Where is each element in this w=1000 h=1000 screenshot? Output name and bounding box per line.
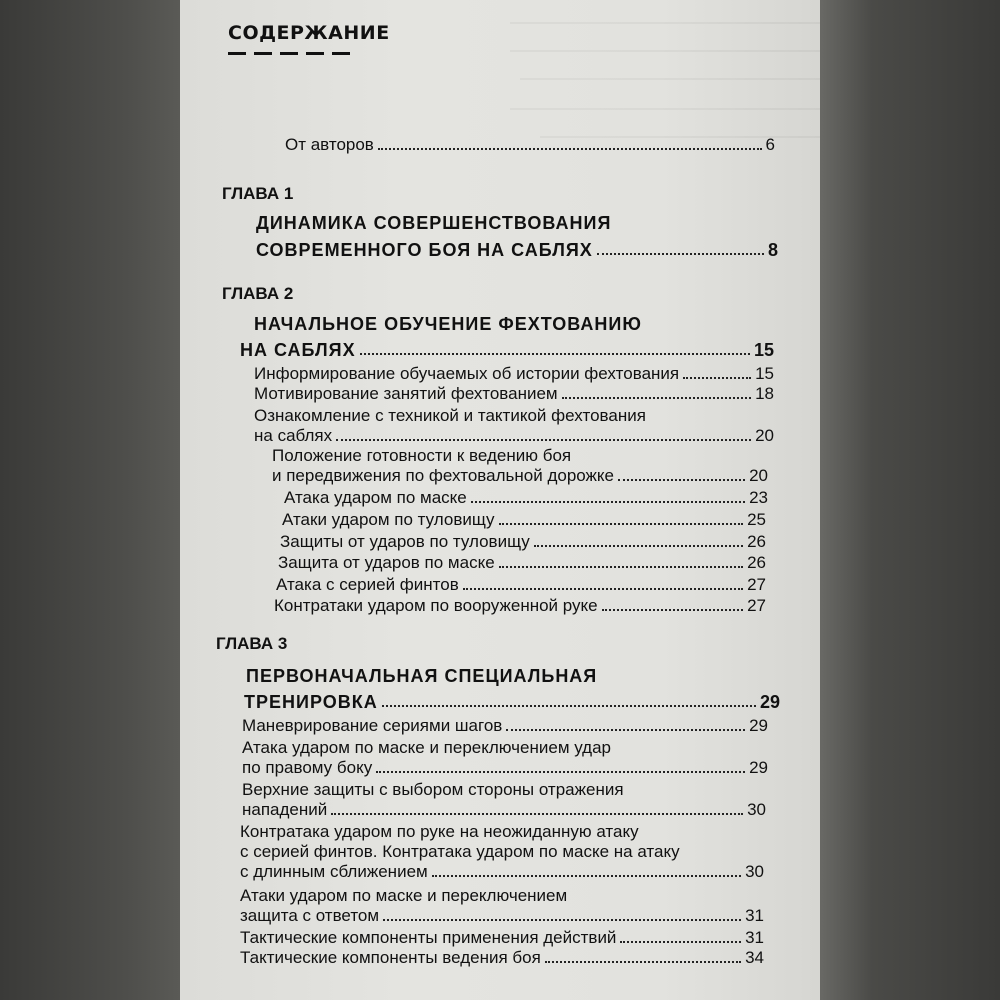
toc-page-number: 27 (747, 596, 766, 615)
toc-entry (240, 948, 764, 968)
toc-entry (254, 384, 774, 404)
toc-subentry (284, 488, 768, 508)
toc-entry (240, 928, 764, 948)
leader-dots (562, 397, 751, 399)
leader-dots (378, 148, 762, 150)
toc-entry-label: Верхние защиты с выбором стороны отражения (242, 780, 624, 799)
toc-subentry (278, 553, 766, 573)
toc-page-number: 31 (745, 928, 764, 947)
toc-page-number: 30 (747, 800, 766, 819)
chapter-1-title: ДИНАМИКА СОВЕРШЕНСТВОВАНИЯ (256, 213, 612, 233)
book-gutter-left (0, 0, 180, 1000)
toc-page-number: 26 (747, 532, 766, 551)
toc-page-number: 8 (767, 240, 778, 260)
toc-entry-label: От авторов (285, 135, 374, 154)
toc-entry-label: Контратаки ударом по вооруженной руке (274, 596, 598, 615)
toc-page-number: 23 (749, 488, 768, 507)
chapter-1-label: ГЛАВА 1 (222, 184, 294, 203)
toc-page-number: 18 (755, 384, 774, 403)
chapter-2-title: НАЧАЛЬНОЕ ОБУЧЕНИЕ ФЕХТОВАНИЮ (254, 314, 642, 334)
toc-subentry (276, 575, 766, 595)
leader-dots (602, 609, 743, 611)
toc-page-number: 31 (745, 906, 764, 925)
leader-dots (597, 253, 764, 255)
leader-dots (683, 377, 751, 379)
toc-entry-label: Атака ударом по маске (284, 488, 467, 507)
leader-dots (336, 439, 751, 441)
leader-dots (376, 771, 745, 773)
toc-entry-intro (285, 135, 775, 155)
toc-entry (254, 406, 774, 446)
toc-page-number: 34 (745, 948, 764, 967)
toc-entry-label-cont: на саблях (254, 426, 333, 445)
toc-page-number: 20 (755, 426, 774, 445)
toc-entry (240, 886, 764, 926)
toc-entry-label: Защита от ударов по маске (278, 553, 495, 572)
chapter-1-title-line (256, 240, 778, 260)
toc-subentry (282, 510, 766, 530)
leader-dots (471, 501, 745, 503)
leader-dots (534, 545, 743, 547)
toc-page-number: 20 (749, 466, 768, 485)
leader-dots (432, 875, 741, 877)
toc-entry-label: Маневрирование сериями шагов (242, 716, 503, 735)
chapter-3-label: ГЛАВА 3 (216, 634, 288, 653)
chapter-2-label: ГЛАВА 2 (222, 284, 294, 303)
toc-entry-label: Атака с серией финтов (276, 575, 459, 594)
leader-dots (499, 566, 743, 568)
toc-page-number: 27 (747, 575, 766, 594)
leader-dots (360, 353, 750, 355)
toc-entry-label-cont: и передвижения по фехтовальной дорожке (272, 466, 614, 485)
contents-heading: СОДЕРЖАНИЕ (228, 22, 390, 44)
leader-dots (499, 523, 744, 525)
toc-entry-label-cont: с длинным сближением (240, 862, 428, 881)
leader-dots (331, 813, 743, 815)
toc-page-number: 26 (747, 553, 766, 572)
toc-entry-label-cont: с серией финтов. Контратака ударом по маске на атаку (240, 842, 680, 861)
leader-dots (618, 479, 745, 481)
toc-entry-label-cont: защита с ответом (240, 906, 380, 925)
toc-entry-label: Атака ударом по маске и переключением удар (242, 738, 612, 757)
toc-entry-label: Атаки ударом по маске и переключением (240, 886, 568, 905)
heading-underline (228, 52, 358, 55)
toc-entry-label: Защиты от ударов по туловищу (280, 532, 530, 551)
contents-page (180, 0, 820, 1000)
toc-entry-label-cont: по правому боку (242, 758, 373, 777)
chapter-3-title: ПЕРВОНАЧАЛЬНАЯ СПЕЦИАЛЬНАЯ (246, 666, 598, 686)
book-facing-page-edge (818, 0, 1000, 1000)
toc-page-number: 29 (759, 692, 780, 712)
toc-entry-label: Тактические компоненты применения действий (240, 928, 617, 947)
toc-entry-label-cont: нападений (242, 800, 328, 819)
toc-page-number: 15 (753, 340, 774, 360)
leader-dots (382, 705, 756, 707)
toc-entry-label: Мотивирование занятий фехтованием (254, 384, 558, 403)
toc-subentry (280, 532, 766, 552)
chapter-3-title-cont: ТРЕНИРОВКА (244, 692, 378, 712)
toc-entry-label: Информирование обучаемых об истории фехтования (254, 364, 680, 383)
chapter-2-title-cont: НА САБЛЯХ (240, 340, 356, 360)
toc-entry (242, 738, 768, 778)
toc-page-number: 6 (765, 135, 775, 154)
toc-entry-label: Положение готовности к ведению боя (272, 446, 572, 465)
leader-dots (463, 588, 743, 590)
toc-entry (254, 364, 774, 384)
leader-dots (545, 961, 741, 963)
toc-page-number: 29 (749, 758, 768, 777)
toc-page-number: 15 (755, 364, 774, 383)
chapter-1-title-cont: СОВРЕМЕННОГО БОЯ НА САБЛЯХ (256, 240, 593, 260)
toc-entry (242, 780, 766, 820)
toc-subentry (274, 596, 766, 616)
toc-subentry (272, 446, 768, 486)
chapter-2-title-line (240, 340, 774, 360)
toc-page-number: 25 (747, 510, 766, 529)
leader-dots (506, 729, 745, 731)
leader-dots (383, 919, 741, 921)
toc-entry (240, 822, 764, 882)
toc-entry-label: Контратака ударом по руке на неожиданную атаку (240, 822, 639, 841)
toc-entry-label: Тактические компоненты ведения боя (240, 948, 541, 967)
toc-entry-label: Ознакомление с техникой и тактикой фехтования (254, 406, 646, 425)
leader-dots (620, 941, 741, 943)
toc-page-number: 30 (745, 862, 764, 881)
toc-entry-label: Атаки ударом по туловищу (282, 510, 495, 529)
chapter-3-title-line (244, 692, 780, 712)
toc-entry (242, 716, 768, 736)
toc-page-number: 29 (749, 716, 768, 735)
